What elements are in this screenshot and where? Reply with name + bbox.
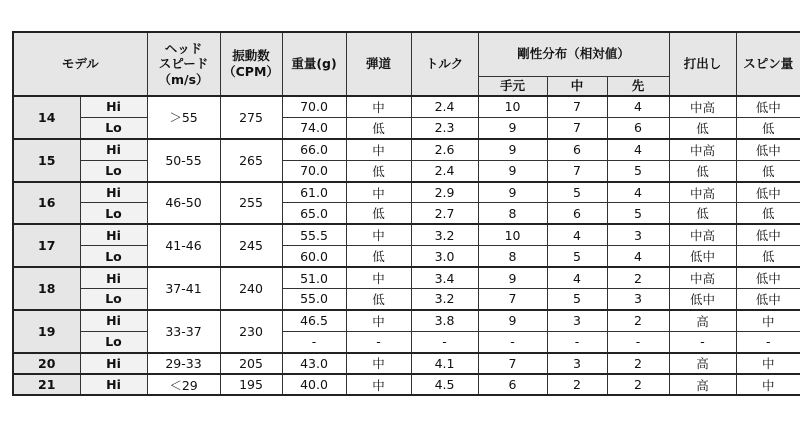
spin-cell: 低中 bbox=[736, 96, 800, 117]
spin-cell: 中 bbox=[736, 310, 800, 331]
flex-cell: Hi bbox=[80, 96, 147, 117]
spin-cell: 低中 bbox=[736, 224, 800, 245]
head-speed-cell: 29-33 bbox=[147, 353, 220, 374]
flex-cell: Lo bbox=[80, 289, 147, 310]
trajectory-cell: 低 bbox=[346, 160, 411, 181]
launch-cell: 中高 bbox=[669, 267, 736, 288]
spin-cell: 中 bbox=[736, 353, 800, 374]
mid-cell: 6 bbox=[547, 203, 607, 224]
weight-cell: 66.0 bbox=[282, 139, 346, 160]
shaft-spec-table bbox=[12, 31, 800, 396]
frequency-cell: 240 bbox=[220, 267, 282, 310]
model-cell: 14 bbox=[13, 96, 80, 139]
table-row bbox=[13, 117, 800, 138]
weight-cell: - bbox=[282, 331, 346, 352]
flex-cell: Hi bbox=[80, 353, 147, 374]
weight-cell: 70.0 bbox=[282, 160, 346, 181]
weight-cell: 70.0 bbox=[282, 96, 346, 117]
trajectory-cell: 中 bbox=[346, 374, 411, 395]
tip-cell: 4 bbox=[607, 96, 669, 117]
torque-cell: 2.9 bbox=[411, 182, 478, 203]
head-speed-cell: 33-37 bbox=[147, 310, 220, 353]
flex-cell: Lo bbox=[80, 203, 147, 224]
model-cell: 16 bbox=[13, 182, 80, 225]
spin-cell: 低 bbox=[736, 160, 800, 181]
table-row bbox=[13, 96, 800, 117]
model-cell: 15 bbox=[13, 139, 80, 182]
tip-cell: - bbox=[607, 331, 669, 352]
head-speed-cell: 46-50 bbox=[147, 182, 220, 225]
weight-cell: 61.0 bbox=[282, 182, 346, 203]
torque-cell: 2.7 bbox=[411, 203, 478, 224]
butt-cell: 6 bbox=[478, 374, 547, 395]
weight-cell: 40.0 bbox=[282, 374, 346, 395]
flex-cell: Hi bbox=[80, 182, 147, 203]
frequency-cell: 195 bbox=[220, 374, 282, 395]
butt-cell: 10 bbox=[478, 96, 547, 117]
mid-cell: 3 bbox=[547, 310, 607, 331]
table-row bbox=[13, 310, 800, 331]
butt-cell: 10 bbox=[478, 224, 547, 245]
trajectory-cell: 中 bbox=[346, 139, 411, 160]
header-frequency-l1: 振動数 bbox=[232, 48, 270, 64]
torque-cell: 4.5 bbox=[411, 374, 478, 395]
torque-cell: 3.2 bbox=[411, 224, 478, 245]
spin-cell: 低中 bbox=[736, 139, 800, 160]
table-row bbox=[13, 160, 800, 181]
trajectory-cell: 低 bbox=[346, 246, 411, 267]
butt-cell: 8 bbox=[478, 203, 547, 224]
mid-cell: 7 bbox=[547, 117, 607, 138]
launch-cell: 高 bbox=[669, 310, 736, 331]
weight-cell: 74.0 bbox=[282, 117, 346, 138]
launch-cell: 低 bbox=[669, 160, 736, 181]
table-row bbox=[13, 246, 800, 267]
flex-cell: Hi bbox=[80, 310, 147, 331]
tip-cell: 2 bbox=[607, 267, 669, 288]
header-head-speed bbox=[147, 32, 220, 96]
table-row bbox=[13, 267, 800, 288]
frequency-cell: 245 bbox=[220, 224, 282, 267]
trajectory-cell: 中 bbox=[346, 353, 411, 374]
torque-cell: 4.1 bbox=[411, 353, 478, 374]
header-head-speed-l3: （m/s） bbox=[158, 71, 209, 87]
torque-cell: 2.6 bbox=[411, 139, 478, 160]
table-row bbox=[13, 374, 800, 395]
trajectory-cell: 低 bbox=[346, 203, 411, 224]
torque-cell: 2.4 bbox=[411, 160, 478, 181]
header-spin: スピン量 bbox=[736, 32, 800, 96]
header-frequency-l2: （CPM） bbox=[223, 64, 279, 79]
header-head-speed-l1: ヘッド bbox=[164, 40, 203, 56]
launch-cell: 低中 bbox=[669, 289, 736, 310]
butt-cell: 7 bbox=[478, 353, 547, 374]
butt-cell: 8 bbox=[478, 246, 547, 267]
spin-cell: 低 bbox=[736, 246, 800, 267]
butt-cell: 7 bbox=[478, 289, 547, 310]
header-weight: 重量(g) bbox=[282, 32, 346, 96]
trajectory-cell: - bbox=[346, 331, 411, 352]
head-speed-cell: ＜29 bbox=[147, 374, 220, 395]
weight-cell: 55.0 bbox=[282, 289, 346, 310]
launch-cell: 低中 bbox=[669, 246, 736, 267]
table-row bbox=[13, 182, 800, 203]
model-cell: 18 bbox=[13, 267, 80, 310]
launch-cell: 中高 bbox=[669, 139, 736, 160]
launch-cell: 高 bbox=[669, 353, 736, 374]
header-row bbox=[13, 32, 800, 76]
butt-cell: 9 bbox=[478, 139, 547, 160]
table-row bbox=[13, 289, 800, 310]
butt-cell: 9 bbox=[478, 310, 547, 331]
launch-cell: 中高 bbox=[669, 224, 736, 245]
header-trajectory: 弾道 bbox=[346, 32, 411, 96]
table-row bbox=[13, 331, 800, 352]
frequency-cell: 205 bbox=[220, 353, 282, 374]
weight-cell: 60.0 bbox=[282, 246, 346, 267]
torque-cell: 3.4 bbox=[411, 267, 478, 288]
tip-cell: 6 bbox=[607, 117, 669, 138]
weight-cell: 65.0 bbox=[282, 203, 346, 224]
weight-cell: 51.0 bbox=[282, 267, 346, 288]
tip-cell: 4 bbox=[607, 182, 669, 203]
butt-cell: 9 bbox=[478, 117, 547, 138]
table-row bbox=[13, 139, 800, 160]
launch-cell: 低 bbox=[669, 203, 736, 224]
trajectory-cell: 低 bbox=[346, 117, 411, 138]
mid-cell: 5 bbox=[547, 289, 607, 310]
torque-cell: 2.3 bbox=[411, 117, 478, 138]
launch-cell: 中高 bbox=[669, 96, 736, 117]
mid-cell: 5 bbox=[547, 246, 607, 267]
trajectory-cell: 中 bbox=[346, 96, 411, 117]
header-frequency bbox=[220, 32, 282, 96]
table-row bbox=[13, 353, 800, 374]
trajectory-cell: 中 bbox=[346, 182, 411, 203]
spin-cell: 中 bbox=[736, 374, 800, 395]
flex-cell: Hi bbox=[80, 374, 147, 395]
mid-cell: 4 bbox=[547, 224, 607, 245]
mid-cell: 6 bbox=[547, 139, 607, 160]
header-torque: トルク bbox=[411, 32, 478, 96]
launch-cell: 低 bbox=[669, 117, 736, 138]
tip-cell: 5 bbox=[607, 160, 669, 181]
header-mid: 中 bbox=[547, 76, 607, 96]
tip-cell: 4 bbox=[607, 246, 669, 267]
weight-cell: 46.5 bbox=[282, 310, 346, 331]
spin-cell: 低中 bbox=[736, 267, 800, 288]
frequency-cell: 265 bbox=[220, 139, 282, 182]
model-cell: 19 bbox=[13, 310, 80, 353]
torque-cell: 3.0 bbox=[411, 246, 478, 267]
weight-cell: 43.0 bbox=[282, 353, 346, 374]
head-speed-cell: 41-46 bbox=[147, 224, 220, 267]
butt-cell: 9 bbox=[478, 160, 547, 181]
tip-cell: 2 bbox=[607, 353, 669, 374]
launch-cell: 中高 bbox=[669, 182, 736, 203]
trajectory-cell: 中 bbox=[346, 224, 411, 245]
torque-cell: 3.8 bbox=[411, 310, 478, 331]
mid-cell: 2 bbox=[547, 374, 607, 395]
tip-cell: 3 bbox=[607, 289, 669, 310]
header-model: モデル bbox=[13, 32, 147, 96]
flex-cell: Hi bbox=[80, 139, 147, 160]
butt-cell: - bbox=[478, 331, 547, 352]
flex-cell: Hi bbox=[80, 224, 147, 245]
spin-cell: 低 bbox=[736, 203, 800, 224]
header-stiffness: 剛性分布（相対値） bbox=[478, 32, 669, 76]
model-cell: 17 bbox=[13, 224, 80, 267]
frequency-cell: 275 bbox=[220, 96, 282, 139]
weight-cell: 55.5 bbox=[282, 224, 346, 245]
butt-cell: 9 bbox=[478, 182, 547, 203]
trajectory-cell: 中 bbox=[346, 267, 411, 288]
torque-cell: - bbox=[411, 331, 478, 352]
tip-cell: 5 bbox=[607, 203, 669, 224]
flex-cell: Lo bbox=[80, 246, 147, 267]
mid-cell: 7 bbox=[547, 96, 607, 117]
launch-cell: 高 bbox=[669, 374, 736, 395]
mid-cell: 3 bbox=[547, 353, 607, 374]
mid-cell: - bbox=[547, 331, 607, 352]
model-cell: 20 bbox=[13, 353, 80, 374]
spin-cell: 低中 bbox=[736, 289, 800, 310]
mid-cell: 4 bbox=[547, 267, 607, 288]
head-speed-cell: 37-41 bbox=[147, 267, 220, 310]
trajectory-cell: 中 bbox=[346, 310, 411, 331]
header-tip: 先 bbox=[607, 76, 669, 96]
spin-cell: - bbox=[736, 331, 800, 352]
mid-cell: 5 bbox=[547, 182, 607, 203]
tip-cell: 4 bbox=[607, 139, 669, 160]
tip-cell: 2 bbox=[607, 310, 669, 331]
frequency-cell: 255 bbox=[220, 182, 282, 225]
model-cell: 21 bbox=[13, 374, 80, 395]
tip-cell: 2 bbox=[607, 374, 669, 395]
spin-cell: 低 bbox=[736, 117, 800, 138]
header-launch: 打出し bbox=[669, 32, 736, 96]
head-speed-cell: ＞55 bbox=[147, 96, 220, 139]
header-head-speed-l2: スピード bbox=[158, 56, 209, 72]
trajectory-cell: 低 bbox=[346, 289, 411, 310]
flex-cell: Lo bbox=[80, 117, 147, 138]
mid-cell: 7 bbox=[547, 160, 607, 181]
header-butt: 手元 bbox=[478, 76, 547, 96]
torque-cell: 3.2 bbox=[411, 289, 478, 310]
flex-cell: Lo bbox=[80, 331, 147, 352]
spin-cell: 低中 bbox=[736, 182, 800, 203]
table-row bbox=[13, 203, 800, 224]
flex-cell: Lo bbox=[80, 160, 147, 181]
tip-cell: 3 bbox=[607, 224, 669, 245]
torque-cell: 2.4 bbox=[411, 96, 478, 117]
flex-cell: Hi bbox=[80, 267, 147, 288]
frequency-cell: 230 bbox=[220, 310, 282, 353]
head-speed-cell: 50-55 bbox=[147, 139, 220, 182]
butt-cell: 9 bbox=[478, 267, 547, 288]
launch-cell: - bbox=[669, 331, 736, 352]
table-row bbox=[13, 224, 800, 245]
